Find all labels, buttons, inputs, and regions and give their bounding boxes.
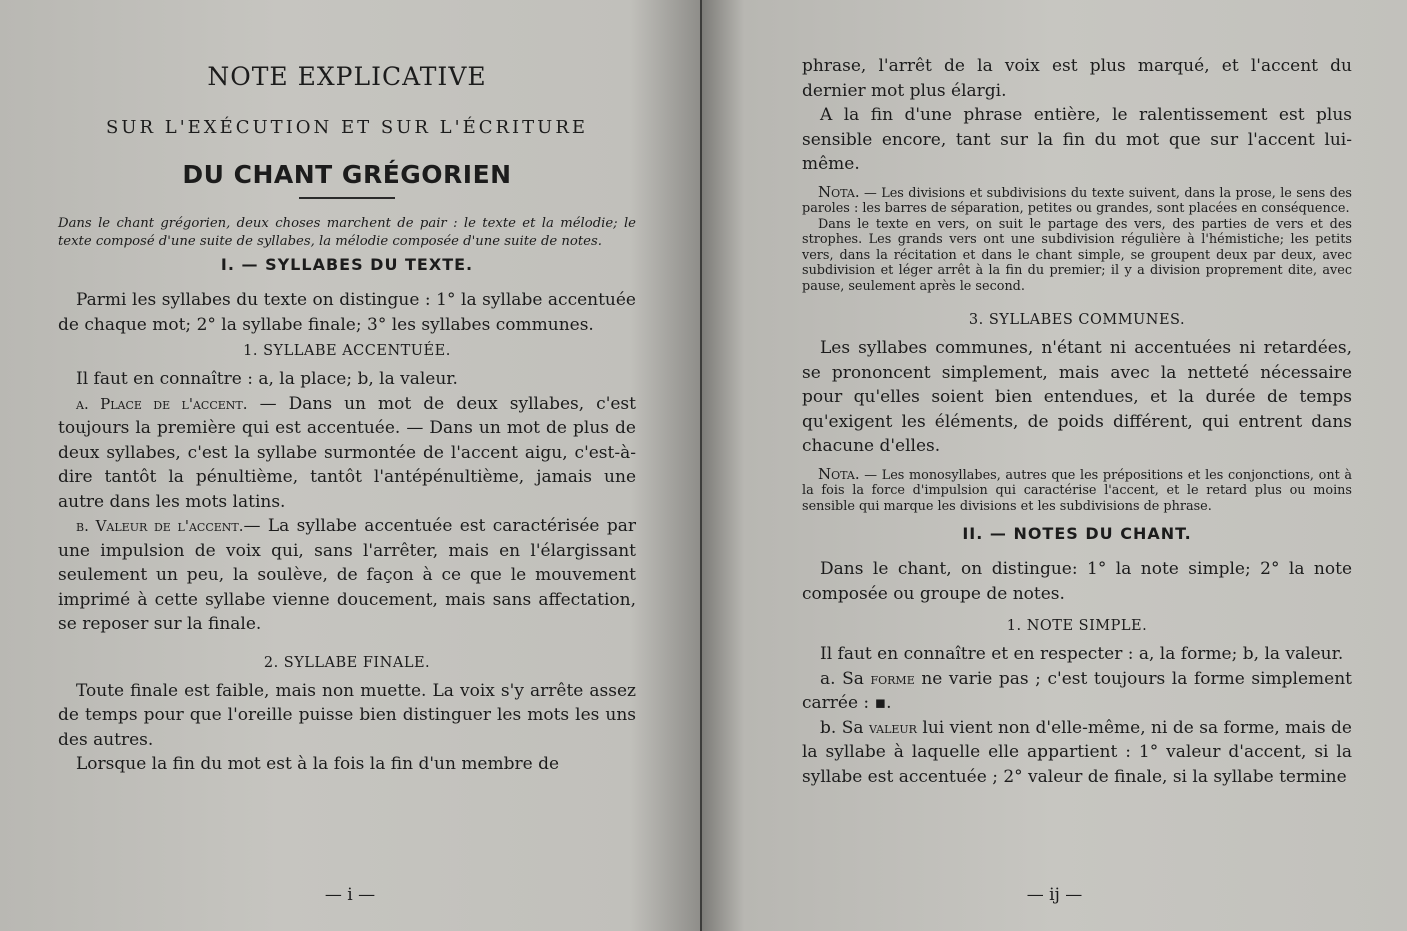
page-number-right: — ij — <box>1026 885 1083 905</box>
place-accent-label: a. Place de l'accent. <box>76 394 248 413</box>
page-title: NOTE EXPLICATIVE <box>207 62 487 91</box>
section-heading-syllabes: I. — SYLLABES DU TEXTE. <box>220 255 474 274</box>
forme-text: ne varie pas ; c'est toujours la forme simplement carrée : ▪. <box>802 668 1352 713</box>
page-subtitle: SUR L'EXÉCUTION ET SUR L'ÉCRITURE <box>105 117 589 138</box>
title-rule <box>299 197 395 199</box>
left-page-text <box>58 62 636 777</box>
paragraph-finale: Toute finale est faible, mais non muette. La voix s'y arrête assez de temps pour que l'oreille puisse bien distinguer les mots les uns des autres. <box>58 680 636 750</box>
forme-label: a. Sa <box>820 668 864 689</box>
subheading-syllabe-finale: 2. SYLLABE FINALE. <box>263 654 431 671</box>
paragraph-forme <box>802 667 1352 716</box>
paragraph-valeur-note <box>802 716 1352 790</box>
paragraph-communes: Les syllabes communes, n'étant ni accentuées ni retardées, se prononcent simplement, mais avec la netteté nécessaire pour qu'elles soient bien entendues, et la durée de temps qu'exigent les éléments, de poids différent, qui entrent dans chacune d'elles. <box>802 338 1352 456</box>
right-page <box>702 0 1407 931</box>
valeur-note-label: b. Sa <box>820 717 864 738</box>
nota-monosyllabes-text: — Les monosyllabes, autres que les prépositions et les conjonctions, ont à la fois la force d'impulsion qui caractérise l'accent, et le retard plus ou moins sensible qui marque les divisions et les subdivisions de phrase. <box>802 467 1352 514</box>
paragraph-lorsque: Lorsque la fin du mot est à la fois la fin d'un membre de <box>76 754 560 774</box>
nota-divisions-text: — Les divisions et subdivisions du texte suivent, dans la prose, le sens des paroles : les barres de séparation, petites ou grandes, sont placées en conséquence. <box>802 185 1352 216</box>
nota-label: Nota. <box>818 464 860 483</box>
left-page <box>0 0 700 931</box>
intro-paragraph: Dans le chant grégorien, deux choses marchent de pair : le texte et la mélodie; le texte composé d'une suite de syllabes, la mélodie composée d'une suite de notes. <box>58 216 636 249</box>
subheading-syllabes-communes: 3. SYLLABES COMMUNES. <box>968 312 1186 328</box>
paragraph-syllabes: Parmi les syllabes du texte on distingue : 1° la syllabe accentuée de chaque mot; 2° la syllabe finale; 3° les syllabes communes. <box>58 290 636 335</box>
valeur-accent-label: b. Valeur de l'accent. <box>76 517 244 535</box>
paragraph-connaitre: Il faut en connaître : a, la place; b, la valeur. <box>76 369 458 389</box>
paragraph-respecter: Il faut en connaître et en respecter : a, la forme; b, la valeur. <box>820 644 1344 664</box>
paragraph-place-accent <box>58 392 636 515</box>
paragraph-valeur-accent <box>58 514 636 637</box>
section-heading-notes: II. — NOTES DU CHANT. <box>962 524 1192 543</box>
place-accent-text: — Dans un mot de deux syllabes, c'est toujours la première qui est accentuée. — Dans un mot de plus de deux syllabes, c'est la syllabe surmontée de l'accent aigu, c'est-à-dire tantôt la pénultième, tantôt l'antépénultième, jamais une autre dans les mots latins. <box>58 393 636 512</box>
page-number-left: — i — <box>324 885 376 905</box>
forme-word: forme <box>870 669 915 688</box>
subheading-note-simple: 1. NOTE SIMPLE. <box>1006 618 1148 634</box>
valeur-accent-text: — La syllabe accentuée est caractérisée par une impulsion de voix qui, sans l'arrêter, mais en l'élargissant seulement un peu, la soulève, de façon à ce que le mouvement imprimé à cette syllabe vienne doucement, mais sans affectation, se reposer sur la finale. <box>58 516 636 634</box>
right-page-text <box>802 54 1352 789</box>
paragraph-distingue: Dans le chant, on distingue: 1° la note simple; 2° la note composée ou groupe de notes. <box>802 559 1352 604</box>
valeur-note-word: valeur <box>868 718 917 737</box>
valeur-note-text: lui vient non d'elle-même, ni de sa forme, mais de la syllabe à laquelle elle appartient : 1° valeur d'accent, si la syllabe est accentuée ; 2° valeur de finale, si la syllabe termine <box>802 717 1352 787</box>
paragraph-vers: Dans le texte en vers, on suit le partage des vers, des parties de vers et des strophes. Les grands vers ont une subdivision régulière à l'hémistiche; les petits vers, dans la récitation et dans le chant simple, se groupent deux par deux, avec subdivision et léger arrêt à la fin du premier; il y a division proprement dite, avec pause, seulement après le second. <box>802 216 1352 294</box>
main-title: DU CHANT GRÉGORIEN <box>182 160 512 189</box>
paragraph-phrase: phrase, l'arrêt de la voix est plus marqué, et l'accent du dernier mot plus élargi. <box>802 56 1352 101</box>
nota-label: Nota. <box>818 182 860 201</box>
nota-monosyllabes <box>802 464 1352 515</box>
paragraph-fin-phrase: A la fin d'une phrase entière, le ralentissement est plus sensible encore, tant sur la fin du mot que sur l'accent lui-même. <box>802 105 1352 174</box>
nota-divisions <box>802 182 1352 217</box>
subheading-syllabe-accentuee: 1. SYLLABE ACCENTUÉE. <box>243 343 451 359</box>
